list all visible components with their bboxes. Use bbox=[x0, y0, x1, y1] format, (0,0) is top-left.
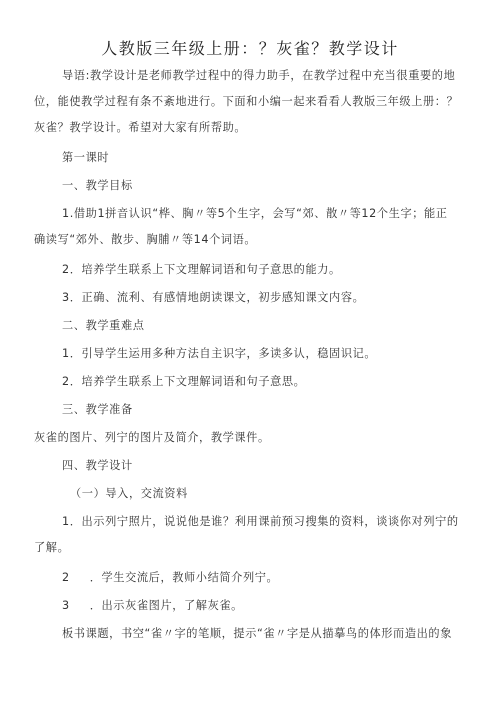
section-heading-objectives: 一、教学目标 bbox=[62, 179, 133, 192]
objective-3: 3．正确、流利、有感情地朗读课文，初步感知课文内容。 bbox=[62, 291, 365, 304]
key-point-1: 1．引导学生运用多种方法自主识字，多读多认，稳固识记。 bbox=[62, 347, 377, 360]
lesson-heading: 第一课时 bbox=[62, 151, 110, 164]
design-item-2-text: ．学生交流后，教师小结简介列宁。 bbox=[89, 571, 279, 584]
preparation-text: 灰雀的图片、列宁的图片及简介，教学课件。 bbox=[34, 431, 270, 444]
intro-line-2: 位，能使教学过程有条不紊地进行。下面和小编一起来看看人教版三年级上册：？ bbox=[34, 95, 459, 108]
board-writing-text: 板书课题，书空“雀〃字的笔顺，提示“雀〃字是从描摹鸟的体形而造出的象 bbox=[62, 627, 452, 640]
document-title: 人教版三年级上册：？灰雀？教学设计 bbox=[101, 39, 399, 58]
objective-1-line-2: 确读写“郊外、散步、胸脯〃等14个词语。 bbox=[34, 233, 257, 246]
objective-2: 2．培养学生联系上下文理解词语和句子意思的能力。 bbox=[62, 263, 341, 276]
design-item-3-text: ．出示灰雀图片，了解灰雀。 bbox=[89, 599, 243, 612]
intro-line-1: 导语:教学设计是老师教学过程中的得力助手，在教学过程中充当很重要的地 bbox=[62, 69, 456, 82]
design-item-2 bbox=[62, 570, 278, 586]
key-point-2: 2．培养学生联系上下文理解词语和句子意思。 bbox=[62, 375, 306, 388]
design-subheading-1: （一）导入，交流资料 bbox=[70, 487, 188, 500]
section-heading-design: 四、教学设计 bbox=[62, 459, 133, 472]
design-item-1-line-1: 1．出示列宁照片，说说他是谁？利用课前预习搜集的资料，谈谈你对列宁的 bbox=[62, 515, 459, 528]
design-item-3 bbox=[62, 598, 243, 614]
intro-line-3: 灰雀？教学设计。希望对大家有所帮助。 bbox=[34, 121, 247, 134]
objective-1-line-1: 1.借助1拼音认识“桦、胸〃等5个生字，会写“郊、散〃等12个生字；能正 bbox=[62, 207, 448, 220]
design-item-3-number: 3 bbox=[62, 599, 70, 612]
design-item-1-line-2: 了解。 bbox=[34, 541, 70, 554]
section-heading-preparation: 三、教学准备 bbox=[62, 403, 133, 416]
design-item-2-number: 2 bbox=[62, 571, 70, 584]
section-heading-key-points: 二、教学重难点 bbox=[62, 319, 145, 332]
